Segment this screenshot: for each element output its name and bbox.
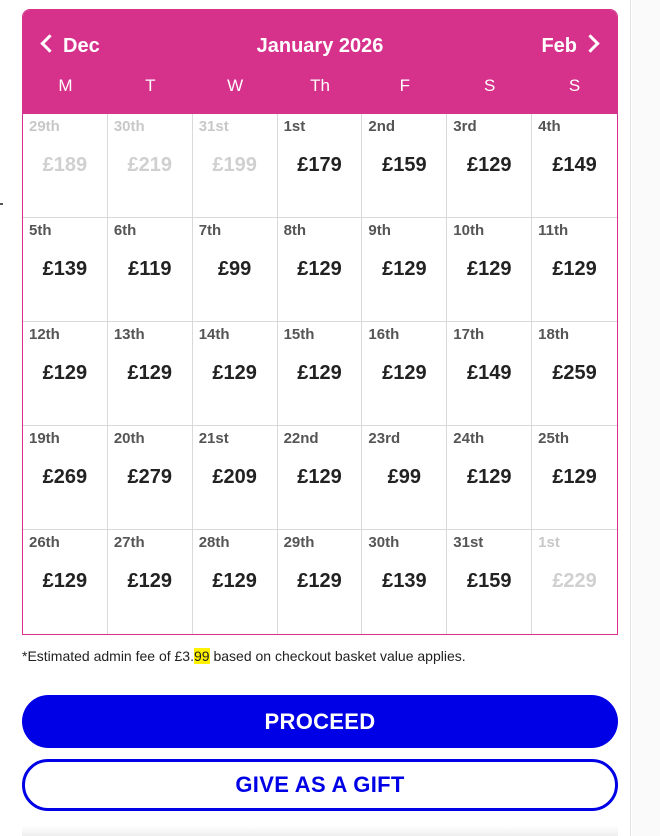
day-number: 4th [538, 118, 561, 135]
day-price: £129 [297, 466, 342, 488]
day-price: £179 [297, 154, 342, 176]
day-price: £199 [212, 154, 257, 176]
admin-fee-highlight: 99 [194, 648, 210, 664]
day-number: 29th [29, 118, 60, 135]
calendar-header [23, 10, 617, 114]
bottom-fade [22, 826, 618, 836]
day-number: 2nd [368, 118, 396, 135]
day-price: £209 [212, 466, 257, 488]
price-calendar [22, 9, 618, 635]
day-price: £129 [382, 362, 427, 384]
day-number: 31st [453, 534, 484, 551]
day-number: 14th [198, 326, 230, 343]
day-price: £129 [297, 258, 342, 280]
weekday-label: T [145, 76, 156, 95]
calendar-day-cell[interactable] [447, 322, 532, 426]
day-number: 25th [538, 430, 569, 447]
weekday-label: M [58, 76, 73, 95]
day-price: £129 [212, 362, 257, 384]
day-number: 21st [198, 430, 229, 447]
calendar-day-cell[interactable] [23, 426, 108, 530]
calendar-day-cell [108, 114, 193, 218]
day-price: £129 [552, 466, 597, 488]
weekday-label: S [484, 76, 496, 95]
day-price: £129 [42, 362, 88, 384]
day-price: £129 [297, 570, 342, 592]
weekday-label: W [227, 76, 244, 95]
day-price: £129 [552, 258, 597, 280]
month-title: January 2026 [256, 35, 384, 57]
weekday-row [23, 76, 617, 96]
next-month-label: Feb [541, 35, 577, 57]
day-number: 28th [198, 534, 230, 551]
admin-fee-text-end: based on checkout basket value applies. [209, 648, 466, 664]
day-price: £129 [127, 362, 173, 384]
calendar-day-cell[interactable] [532, 114, 617, 218]
calendar-day-cell[interactable] [23, 530, 108, 634]
calendar-day-cell[interactable] [108, 530, 193, 634]
proceed-button[interactable]: PROCEED [22, 695, 618, 748]
day-number: 29th [283, 534, 315, 551]
weekday-label: F [399, 76, 411, 95]
day-price: £259 [552, 362, 597, 384]
day-price: £159 [466, 570, 512, 592]
calendar-day-cell[interactable] [362, 322, 447, 426]
admin-fee-note [22, 648, 466, 664]
day-number: 19th [29, 430, 60, 447]
calendar-day-cell [193, 114, 278, 218]
day-number: 31st [198, 118, 229, 135]
calendar-day-cell[interactable] [193, 218, 278, 322]
day-number: 9th [368, 222, 391, 239]
day-number: 10th [453, 222, 485, 239]
day-number: 11th [538, 222, 569, 239]
day-number: 18th [538, 326, 569, 343]
calendar-day-cell[interactable] [278, 114, 363, 218]
day-number: 27th [113, 534, 145, 551]
day-price: £129 [466, 466, 512, 488]
day-number: 24th [453, 430, 485, 447]
calendar-day-cell[interactable] [108, 426, 193, 530]
chevron-right-icon [581, 34, 599, 52]
calendar-day-cell[interactable] [193, 530, 278, 634]
day-number: 3rd [453, 118, 477, 135]
day-price: £269 [42, 466, 88, 488]
calendar-day-cell[interactable] [447, 218, 532, 322]
calendar-day-cell[interactable] [362, 426, 447, 530]
calendar-day-cell[interactable] [23, 218, 108, 322]
day-price: £159 [382, 154, 427, 176]
page-edge-mark [0, 203, 3, 205]
day-number: 30th [113, 118, 145, 135]
day-price: £129 [382, 258, 427, 280]
calendar-day-cell[interactable] [532, 426, 617, 530]
calendar-day-cell[interactable] [447, 114, 532, 218]
page-divider [630, 0, 631, 836]
calendar-day-cell[interactable] [278, 530, 363, 634]
calendar-day-cell[interactable] [447, 530, 532, 634]
calendar-day-cell[interactable] [278, 322, 363, 426]
calendar-day-cell[interactable] [23, 322, 108, 426]
calendar-day-cell[interactable] [362, 530, 447, 634]
calendar-day-cell[interactable] [278, 426, 363, 530]
day-price: £279 [127, 466, 173, 488]
day-number: 26th [29, 534, 60, 551]
calendar-day-cell[interactable] [193, 322, 278, 426]
calendar-day-cell[interactable] [108, 322, 193, 426]
day-price: £139 [42, 258, 88, 280]
calendar-day-cell[interactable] [447, 426, 532, 530]
calendar-day-cell [23, 114, 108, 218]
day-number: 5th [29, 222, 52, 239]
day-price: £129 [297, 362, 342, 384]
calendar-day-cell[interactable] [532, 322, 617, 426]
calendar-day-cell[interactable] [532, 218, 617, 322]
day-number: 23rd [368, 430, 401, 447]
day-price: £129 [466, 258, 512, 280]
calendar-day-cell[interactable] [193, 426, 278, 530]
day-price: £189 [42, 154, 88, 176]
day-number: 12th [29, 326, 60, 343]
page-side-margin [632, 0, 660, 836]
day-price: £149 [466, 362, 512, 384]
day-number: 8th [283, 222, 307, 239]
day-price: £119 [128, 258, 172, 280]
day-number: 15th [283, 326, 315, 343]
calendar-day-cell[interactable] [278, 218, 363, 322]
day-number: 20th [113, 430, 145, 447]
day-number: 13th [113, 326, 145, 343]
day-price: £129 [466, 154, 512, 176]
day-number: 22nd [283, 430, 319, 447]
previous-month-label: Dec [63, 35, 100, 57]
give-as-gift-button[interactable]: GIVE AS A GIFT [22, 759, 618, 811]
calendar-day-cell [532, 530, 617, 634]
day-number: 1st [538, 534, 560, 551]
weekday-label: Th [310, 76, 330, 95]
day-price: £129 [212, 570, 257, 592]
day-price: £129 [42, 570, 88, 592]
weekday-label: S [568, 76, 581, 95]
day-price: £219 [127, 154, 173, 176]
day-price: £139 [382, 570, 427, 592]
day-number: 6th [113, 222, 137, 239]
day-number: 17th [453, 326, 485, 343]
calendar-day-cell[interactable] [108, 218, 193, 322]
next-month-button[interactable] [541, 34, 597, 58]
day-price: £99 [217, 258, 252, 280]
day-number: 16th [368, 326, 400, 343]
day-price: £99 [387, 466, 422, 488]
admin-fee-text: *Estimated admin fee of £3. [22, 648, 194, 664]
day-price: £149 [552, 154, 597, 176]
calendar-grid [23, 114, 617, 634]
calendar-day-cell[interactable] [362, 114, 447, 218]
day-number: 1st [283, 118, 306, 135]
calendar-day-cell[interactable] [362, 218, 447, 322]
day-number: 30th [368, 534, 400, 551]
day-number: 7th [198, 222, 222, 239]
day-price: £129 [127, 570, 173, 592]
day-price: £229 [552, 570, 597, 592]
